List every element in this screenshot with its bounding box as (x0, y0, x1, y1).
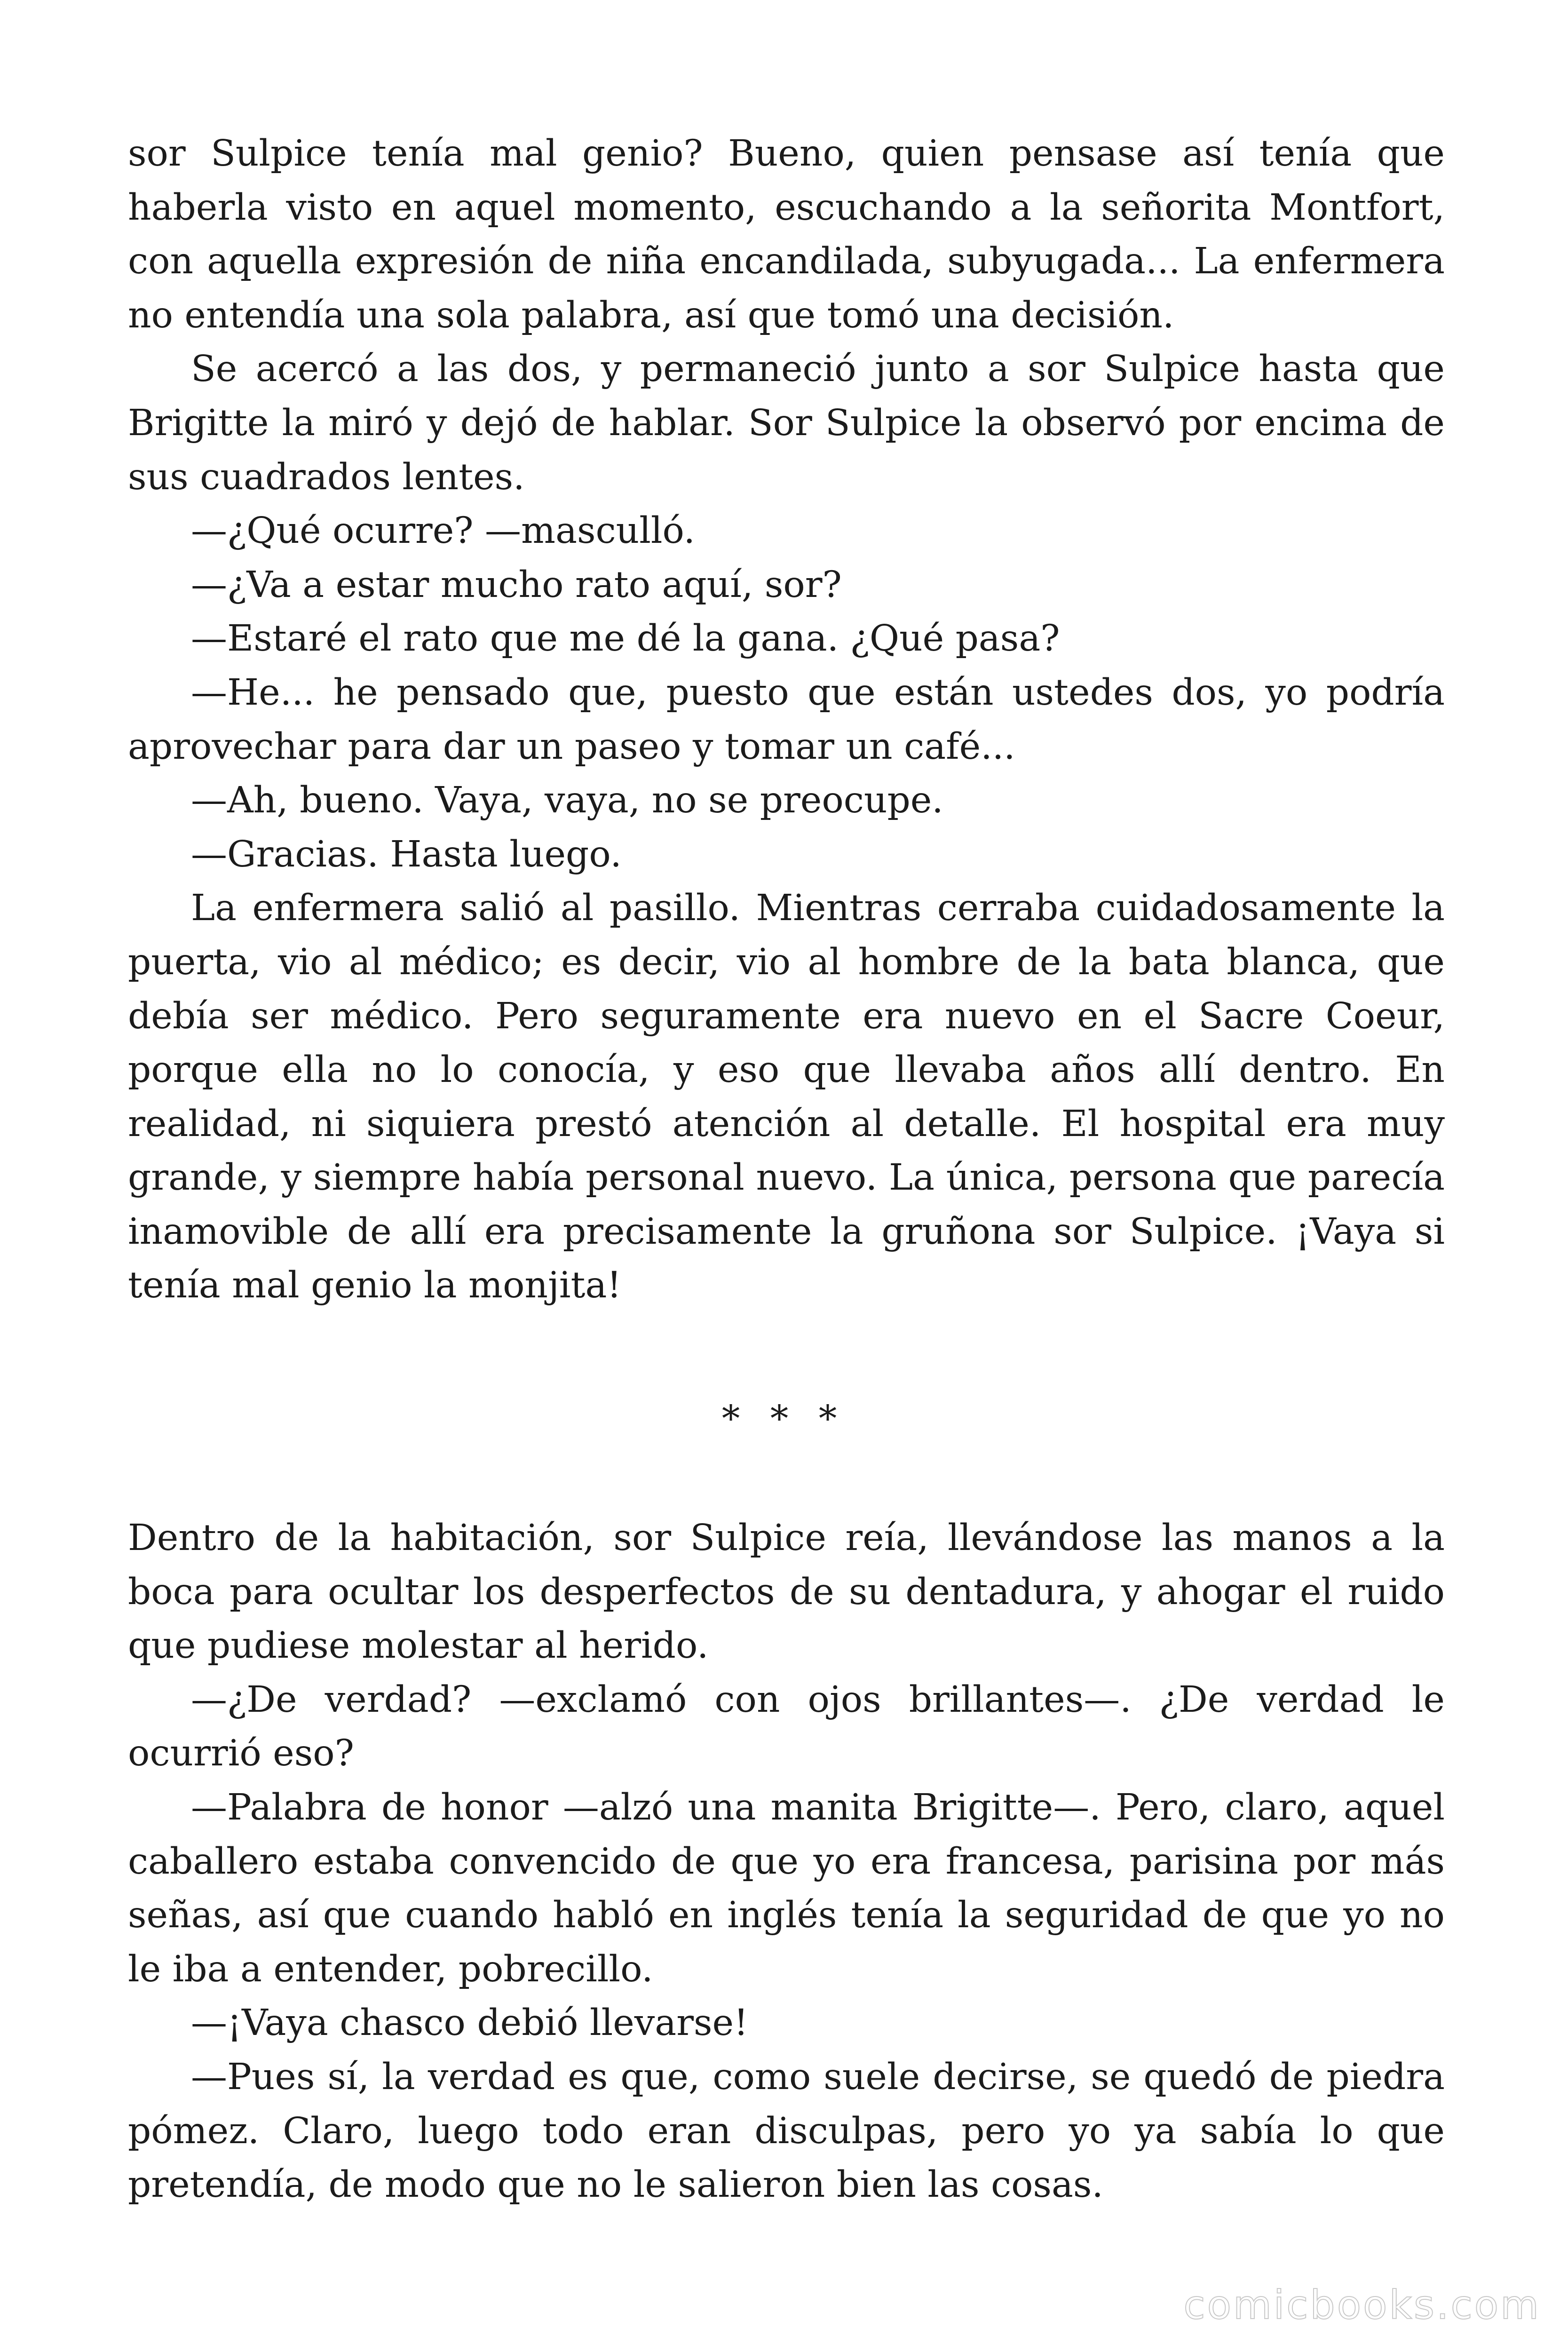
dialogue-line: —Gracias. Hasta luego. (191, 833, 622, 875)
scene-break-separator: * * * (721, 1398, 847, 1440)
dialogue-line: —Ah, bueno. Vaya, vaya, no se preocupe. (191, 779, 943, 822)
text-section-2 (128, 1511, 1445, 2212)
paragraph: La enfermera salió al pasillo. Mientras cerraba cuidadosamente la puerta, vio al médico; es decir, vio al hombre de la bata blanca, que debía ser médico. Pero seguramente era nuevo en el Sacre Coeur, porque ella no lo conocía, y eso que llevaba años allí dentro. En realidad, ni siquiera prestó atención al detalle. El hospital era muy grande, y siempre había personal nuevo. La única, persona que parecía inamovible de allí era precisamente la gruñona sor Sulpice. ¡Vaya si tenía mal genio la monjita! (128, 887, 1445, 1307)
dialogue-line: —Palabra de honor —alzó una manita Brigitte—. Pero, claro, aquel caballero estaba convencido de que yo era francesa, parisina por más señas, así que cuando habló en inglés tenía la seguridad de que yo no le iba a entender, pobrecillo. (128, 1786, 1445, 1990)
dialogue-line: —Estaré el rato que me dé la gana. ¿Qué pasa? (191, 618, 1060, 660)
dialogue-line: —¿Va a estar mucho rato aquí, sor? (191, 564, 842, 606)
paragraph: Se acercó a las dos, y permaneció junto a sor Sulpice hasta que Brigitte la miró y dejó de hablar. Sor Sulpice la observó por encima de sus cuadrados lentes. (128, 348, 1445, 498)
dialogue-line: —¡Vaya chasco debió llevarse! (191, 2002, 749, 2044)
paragraph: sor Sulpice tenía mal genio? Bueno, quien pensase así tenía que haberla visto en aquel momento, escuchando a la señorita Montfort, con aquella expresión de niña encandilada, subyugada... La enfermera no entendía una sola palabra, así que tomó una decisión. (128, 133, 1445, 336)
dialogue-line: —¿Qué ocurre? —masculló. (191, 510, 695, 552)
dialogue-line: —Pues sí, la verdad es que, como suele decirse, se quedó de piedra pómez. Claro, luego todo eran disculpas, pero yo ya sabía lo que pretendía, de modo que no le salieron bien las cosas. (128, 2056, 1445, 2206)
dialogue-line: —¿De verdad? —exclamó con ojos brillantes—. ¿De verdad le ocurrió eso? (128, 1678, 1445, 1775)
paragraph: Dentro de la habitación, sor Sulpice reía, llevándose las manos a la boca para ocultar los desperfectos de su dentadura, y ahogar el ruido que pudiese molestar al herido. (128, 1517, 1445, 1667)
dialogue-line: —He... he pensado que, puesto que están ustedes dos, yo podría aprovechar para dar un paseo y tomar un café... (128, 671, 1445, 768)
watermark-logo: comicbooks.com (1183, 2282, 1541, 2328)
text-section-1 (128, 127, 1445, 1313)
